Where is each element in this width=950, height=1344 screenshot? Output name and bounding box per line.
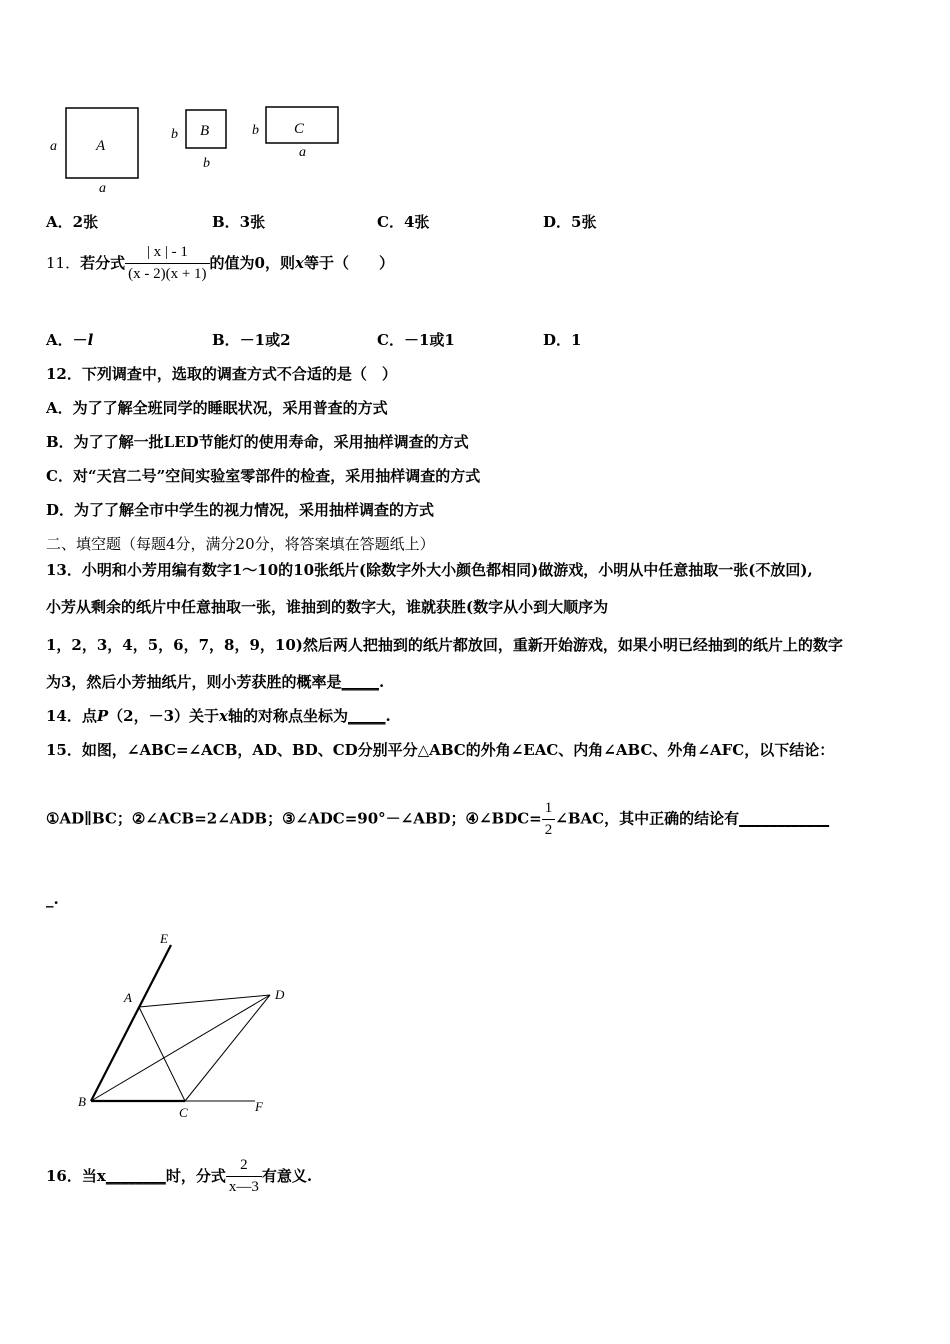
q11-post-a: 的值为0，则	[209, 254, 295, 272]
rect-c-bottom-label: a	[299, 145, 306, 160]
rect-b-bottom-label: b	[203, 156, 210, 171]
q10-option-d: D．5张	[543, 213, 597, 231]
q11-fraction	[125, 244, 209, 283]
q14-stem: 14．点P（2，－3）关于x轴的对称点坐标为_____.	[46, 707, 391, 725]
rect-a-side-label: a	[50, 139, 57, 154]
q16-fraction: $\frac{2}{x—3}$	[226, 1157, 262, 1196]
q11-pre: 若分式	[80, 254, 126, 272]
q10-option-a: A．2张	[46, 213, 99, 231]
q11-var: x	[295, 254, 304, 272]
section-heading-fill-in: 二、填空题（每题4分，满分20分，将答案填在答题纸上）	[46, 535, 435, 553]
point-b-label: B	[78, 1094, 86, 1109]
q11-option-a: A．－l	[46, 331, 94, 349]
line-ad	[139, 995, 270, 1007]
q11-stem	[46, 244, 394, 283]
q10-option-b: B．3张	[212, 213, 266, 231]
point-f-label: F	[255, 1099, 263, 1114]
line-cd	[185, 995, 270, 1101]
q14-answer-blank: _____	[348, 707, 386, 725]
q12-option-c: C．对“天宫二号”空间实验室零部件的检查，采用抽样调查的方式	[46, 467, 481, 485]
point-c-label: C	[179, 1105, 188, 1120]
q16-answer-blank: ________	[105, 1167, 166, 1185]
q15-line-1: 15．如图，∠ABC=∠ACB，AD、BD、CD分别平分△ABC的外角∠EAC、内角∠ABC、外角∠AFC，以下结论：	[46, 741, 835, 759]
point-d-label: D	[275, 987, 285, 1002]
q11-option-b: B．－1或2	[212, 331, 291, 349]
rect-b-label: B	[200, 123, 210, 139]
q13-line-2: 小芳从剩余的纸片中任意抽取一张，谁抽到的数字大，谁就获胜(数字从小到大顺序为	[46, 598, 609, 616]
rect-a-bottom-label: a	[99, 181, 106, 196]
q11-option-c: C．－1或1	[377, 331, 455, 349]
q13-line-3: 1，2，3，4，5，6，7，8，9，10)然后两人把抽到的纸片都放回，重新开始游戏，如果小明已经抽到的纸片上的数字	[46, 636, 843, 654]
geometry-figure	[70, 925, 300, 1120]
rect-b-side-label: b	[171, 127, 178, 142]
q11-number: 11．	[46, 254, 81, 272]
q12-option-d: D．为了了解全市中学生的视力情况，采用抽样调查的方式	[46, 501, 435, 519]
rect-c-side-label: b	[252, 123, 259, 138]
q15-answer-blank: ____________	[739, 809, 830, 828]
rect-a-label: A	[96, 138, 106, 154]
q11-frac-numerator: | x | - 1	[146, 244, 188, 260]
rectangles-figure	[40, 100, 360, 200]
q15-line-3: _.	[46, 890, 59, 908]
q13-line-1: 13．小明和小芳用编有数字1～10的10张纸片(除数字外大小颜色都相同)做游戏，小明从中任意抽取一张(不放回),	[46, 561, 813, 579]
line-ac	[139, 1007, 185, 1101]
q12-option-a: A．为了了解全班同学的睡眠状况，采用普查的方式	[46, 399, 388, 417]
q10-option-c: C．4张	[377, 213, 430, 231]
q11-frac-denominator: (x - 2)(x + 1)	[125, 263, 209, 283]
q15-line-2: ①AD∥BC；②∠ACB=2∠ADB；③∠ADC=90°－∠ABD；④∠BDC= $\frac{1}{2}$ ∠BAC，其中正确的结论有____________	[46, 800, 830, 838]
q13-answer-blank: _____	[341, 673, 379, 691]
q11-post-b: 等于（ ）	[303, 254, 394, 272]
point-e-label: E	[160, 931, 168, 946]
q16-stem: 16．当x________时，分式 $\frac{2}{x—3}$ 有意义.	[46, 1157, 313, 1195]
q11-option-d: D．1	[543, 331, 582, 349]
point-a-label: A	[124, 990, 132, 1005]
rect-c-label: C	[294, 121, 305, 137]
q13-line-4: 为3，然后小芳抽纸片，则小芳获胜的概率是_____.	[46, 673, 385, 691]
q12-stem: 12．下列调查中，选取的调查方式不合适的是（ ）	[46, 365, 397, 383]
q15-fraction: $\frac{1}{2}$	[542, 800, 556, 839]
q12-option-b: B．为了了解一批LED节能灯的使用寿命，采用抽样调查的方式	[46, 433, 469, 451]
